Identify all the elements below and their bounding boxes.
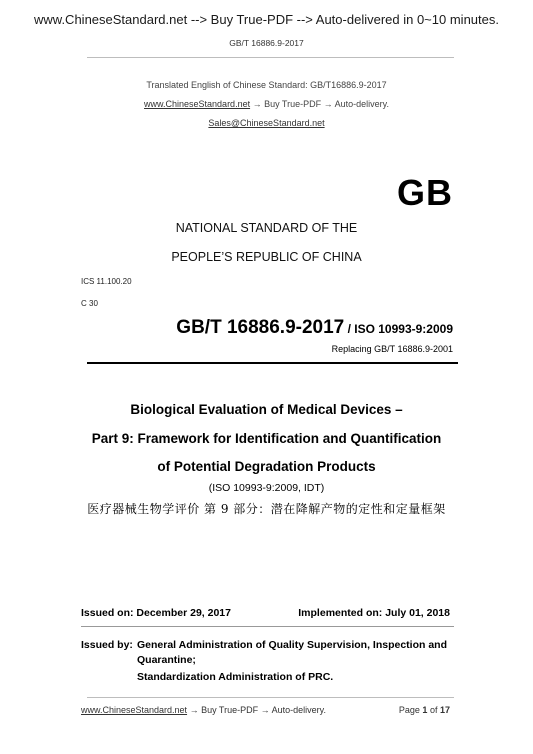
page-indicator xyxy=(399,705,450,715)
ccs-code: C 30 xyxy=(81,299,98,308)
site-suffix: → Buy True-PDF → Auto-delivery. xyxy=(250,99,389,109)
national-standard-line-2: PEOPLE’S REPUBLIC OF CHINA xyxy=(171,250,362,264)
issued-by-line-3: Standardization Administration of PRC. xyxy=(137,671,334,683)
header-divider xyxy=(87,57,454,58)
issued-by-label: Issued by: xyxy=(81,639,133,651)
top-banner: www.ChineseStandard.net --> Buy True-PDF --> Auto-delivered in 0~10 minutes. xyxy=(34,12,499,27)
footer-site-line xyxy=(81,705,326,715)
page-label: Page xyxy=(398,705,420,715)
implemented-on: Implemented on: July 01, 2018 xyxy=(298,607,450,619)
footer-site-link[interactable]: www.ChineseStandard.net xyxy=(81,705,188,715)
title-line-3: of Potential Degradation Products xyxy=(157,459,376,474)
page-total: 17 xyxy=(439,705,450,715)
footer-site-suffix: → Buy True-PDF → Auto-delivery. xyxy=(187,705,326,715)
email-link[interactable]: Sales@ChineseStandard.net xyxy=(208,118,325,128)
ics-code: ICS 11.100.20 xyxy=(81,277,132,286)
issued-by-line-1: General Administration of Quality Supervision, Inspection and xyxy=(137,639,447,651)
issued-on: Issued on: December 29, 2017 xyxy=(81,607,231,619)
page-of: of xyxy=(429,705,438,715)
footer-divider xyxy=(87,697,454,698)
standard-number-text: GB/T 16886.9-2017 xyxy=(176,317,345,338)
replacing-note: Replacing GB/T 16886.9-2001 xyxy=(331,344,453,354)
header-standard-code: GB/T 16886.9-2017 xyxy=(229,38,304,48)
page-current: 1 xyxy=(422,705,428,715)
dates-divider xyxy=(81,626,454,627)
title-line-1: Biological Evaluation of Medical Devices – xyxy=(130,402,403,417)
email-line xyxy=(0,118,533,128)
iso-equivalent: / ISO 10993-9:2009 xyxy=(344,322,453,336)
national-standard-line-1: NATIONAL STANDARD OF THE xyxy=(175,221,358,235)
issued-by-line-2: Quarantine; xyxy=(137,654,196,666)
title-divider xyxy=(87,362,458,364)
chinese-title: 医疗器械生物学评价 第 9 部分：潜在降解产物的定性和定量框架 xyxy=(87,502,446,516)
site-link[interactable]: www.ChineseStandard.net xyxy=(144,99,251,109)
translation-line: Translated English of Chinese Standard: GB/T16886.9-2017 xyxy=(146,80,387,90)
gb-mark: GB xyxy=(397,172,453,213)
title-line-2: Part 9: Framework for Identification and Quantification xyxy=(91,431,442,446)
iso-idt: (ISO 10993-9:2009, IDT) xyxy=(208,482,325,494)
site-line xyxy=(0,99,533,109)
standard-number xyxy=(176,317,453,339)
